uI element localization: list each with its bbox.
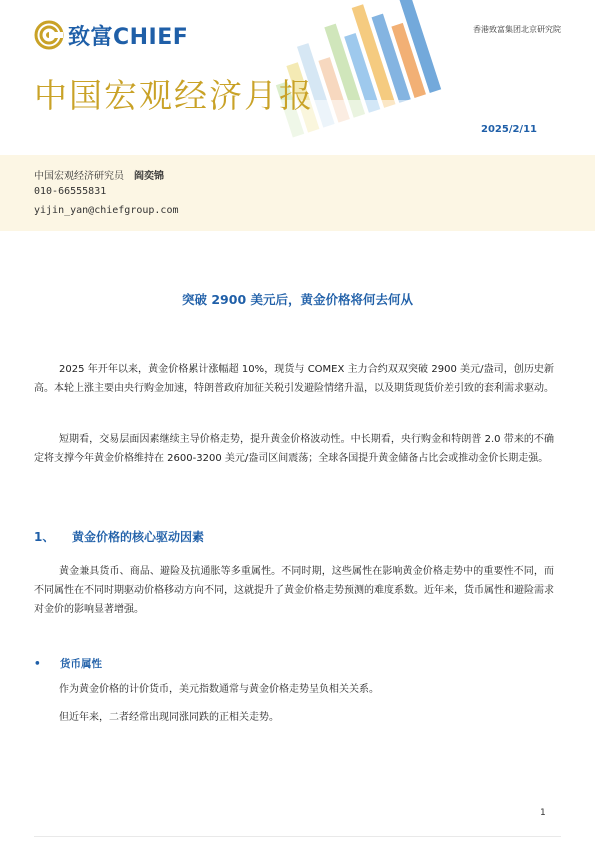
bullet-dot-icon: • bbox=[34, 658, 41, 670]
author-role-line bbox=[34, 167, 164, 182]
institute-name: 香港致富集团北京研究院 bbox=[473, 25, 561, 34]
author-role: 中国宏观经济研究员 bbox=[34, 171, 124, 182]
summary-paragraph-2: 短期看，交易层面因素继续主导价格走势，提升黄金价格波动性。中长期看，央行购金和特朗普 2.0 带来的不确定将支撑今年黄金价格维持在 2600-3200 美元/盎司区间震荡；全球各国提升黄金储备占比会或推动金价长期走强。 bbox=[34, 434, 554, 464]
bullet-heading bbox=[34, 656, 102, 671]
logo-text: 致富CHIEF bbox=[68, 24, 189, 50]
author-name: 阎奕锦 bbox=[134, 171, 164, 182]
bullet-heading-text: 货币属性 bbox=[60, 658, 102, 670]
page-number: 1 bbox=[540, 808, 546, 818]
summary-paragraph-1: 2025 年开年以来，黄金价格累计涨幅超 10%，现货与 COMEX 主力合约双双突破 2900 美元/盎司，创历史新高。本轮上涨主要由央行购金加速，特朗普政府加征关税引发避险情绪升温，以及期货现货价差引致的套利需求驱动。 bbox=[34, 364, 554, 394]
section-title: 黄金价格的核心驱动因素 bbox=[72, 530, 205, 544]
report-title: 中国宏观经济月报 bbox=[34, 76, 314, 115]
section-number: 1、 bbox=[34, 530, 55, 544]
report-date: 2025/2/11 bbox=[480, 124, 537, 135]
bullet-paragraph-1: 作为黄金价格的计价货币，美元指数通常与黄金价格走势呈负相关关系。 bbox=[59, 684, 379, 695]
chief-logo-icon bbox=[34, 20, 64, 50]
author-info-band bbox=[0, 155, 595, 231]
section-heading-1 bbox=[34, 528, 204, 545]
author-email[interactable]: yijin_yan@chiefgroup.com bbox=[34, 205, 179, 216]
author-phone: 010-66555831 bbox=[34, 186, 107, 197]
bullet-paragraph-2: 但近年来，二者经常出现同涨同跌的正相关走势。 bbox=[59, 712, 279, 723]
footer-divider bbox=[34, 836, 561, 837]
section-paragraph-1: 黄金兼具货币、商品、避险及抗通胀等多重属性。不同时期，这些属性在影响黄金价格走势中的重要性不同，而不同属性在不同时期驱动价格移动方向不同，这就提升了黄金价格走势预测的难度系数。近年来，货币属性和避险需求对金价的影响显著增强。 bbox=[34, 566, 554, 615]
brand-logo bbox=[34, 18, 188, 52]
article-headline: 突破 2900 美元后，黄金价格将何去何从 bbox=[182, 292, 413, 307]
